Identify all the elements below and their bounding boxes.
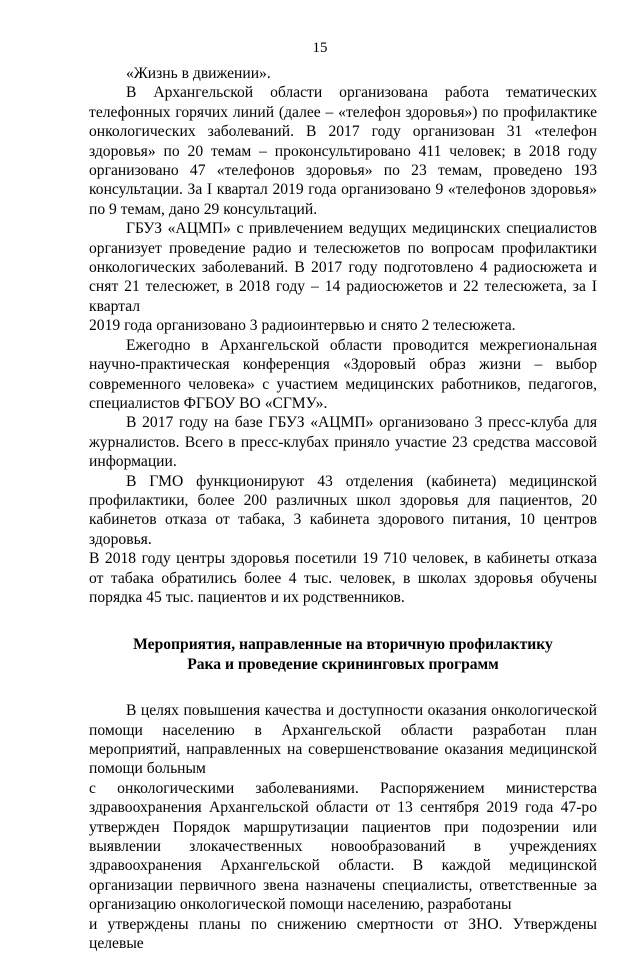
paragraph: и утверждены планы по снижению смертности от ЗНО. Утверждены целевые: [89, 915, 597, 953]
paragraph: В 2017 году на базе ГБУЗ «АЦМП» организовано 3 пресс-клуба для журналистов. Всего в пресс-клубах приняло участие 23 средства массовой информации.: [89, 414, 597, 471]
paragraph: с онкологическими заболеваниями. Распоряжением министерства здравоохранения Архангельской области от 13 сентября 2019 года 47-ро утвержден Порядок маршрутизации пациентов при подозрении или выявлении злокачественных новообразований в учреждениях здравоохранения Архангельской области. В каждой медицинской организации первичного звена назначены специалисты, ответственные за организацию онкологической помощи населению, разработаны: [89, 779, 597, 914]
document-body: [89, 64, 597, 953]
paragraph: «Жизнь в движении».: [126, 65, 271, 82]
paragraph: В Архангельской области организована работа тематических телефонных горячих линий (далее – «телефон здоровья») по профилактике онкологических заболеваний. В 2017 году организован 31 «телефон здоровья» по 20 темам – проконсультировано 411 человек; в 2018 году организовано 47 «телефонов здоровья» по 23 темам, проведено 193 консультации. За I квартал 2019 года организовано 9 «телефонов здоровья» по 9 темам, дано 29 консультаций.: [89, 84, 597, 218]
paragraph: В 2018 году центры здоровья посетили 19 710 человек, в кабинеты отказа от табака обратились более 4 тыс. человек, в школах здоровья обучены порядка 45 тыс. пациентов и их родственников.: [89, 550, 597, 606]
section-heading: [89, 635, 597, 674]
paragraph: ГБУЗ «АЦМП» с привлечением ведущих медицинских специалистов организует проведение радио и телесюжетов по вопросам профилактики онкологических заболеваний. В 2017 году подготовлено 4 радиосюжета и снят 21 телесюжет, в 2018 году – 14 радиосюжетов и 22 телесюжета, за I квартал: [89, 220, 597, 315]
paragraph: В целях повышения качества и доступности оказания онкологической помощи населению в Архангельской области разработан план мероприятий, направленных на совершенствование оказания медицинской помощи больным: [89, 702, 597, 778]
paragraph: 2019 года организовано 3 радиоинтервью и снято 2 телесюжета.: [89, 317, 516, 335]
page-number: 15: [312, 40, 328, 56]
section-heading-line: Рака и проведение скрининговых программ: [187, 655, 499, 673]
paragraph: Ежегодно в Архангельской области проводится межрегиональная научно-практическая конференция «Здоровый образ жизни – выбор современного человека» с участием медицинских работников, педагогов, специалистов ФГБОУ ВО «СГМУ».: [89, 336, 597, 412]
section-heading-line: Мероприятия, направленные на вторичную профилактику: [133, 636, 553, 654]
paragraph: В ГМО функционируют 43 отделения (кабинета) медицинской профилактики, более 200 различных школ здоровья для пациентов, 20 кабинетов отказа от табака, 3 кабинета здорового питания, 10 центров здоровья.: [89, 472, 597, 548]
